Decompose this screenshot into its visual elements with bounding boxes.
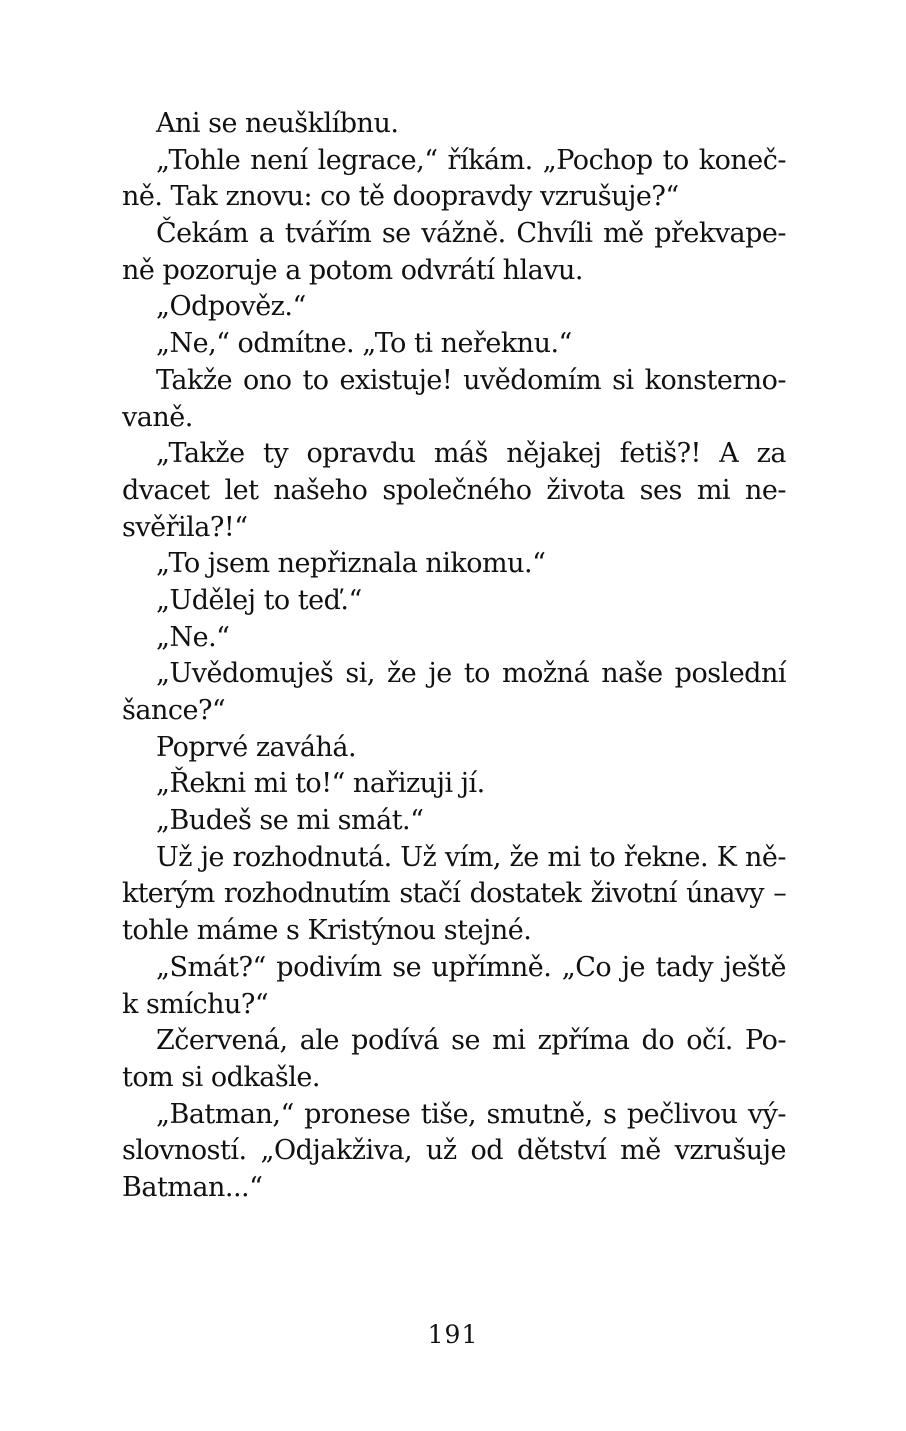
text-line: „Uvědomuješ si, že je to možná naše poslední — [156, 658, 786, 690]
text-line: „Ne.“ — [156, 621, 230, 653]
text-line: „Odpověz.“ — [156, 291, 306, 323]
text-line: Batman...“ — [122, 1171, 263, 1203]
text-line: „Smát?“ podivím se upřímně. „Co je tady ještě — [156, 951, 786, 983]
text-line: „Takže ty opravdu máš nějakej fetiš?! A za — [156, 438, 786, 470]
text-line: ně pozoruje a potom odvrátí hlavu. — [122, 254, 583, 286]
text-line: „Batman,“ pronese tiše, smutně, s pečlivou vý- — [156, 1098, 786, 1130]
text-line: Už je rozhodnutá. Už vím, že mi to řekne. K ně- — [156, 841, 786, 873]
text-line: šance?“ — [122, 695, 226, 726]
page-number: 191 — [427, 1320, 479, 1349]
text-line: kterým rozhodnutím stačí dostatek životní únavy – — [122, 878, 786, 910]
text-line: slovností. „Odjakživa, už od dětství mě vzrušuje — [122, 1135, 786, 1167]
text-line: Poprvé zaváhá. — [156, 731, 357, 763]
text-line: „Tohle není legrace,“ říkám. „Pochop to koneč- — [156, 144, 786, 176]
text-line: svěřila?!“ — [122, 511, 248, 543]
text-line: tom si odkašle. — [122, 1061, 320, 1093]
text-line: „Budeš se mi smát.“ — [156, 805, 424, 837]
text-line: Zčervená, ale podívá se mi zpříma do očí. Po- — [156, 1025, 786, 1057]
text-line: k smíchu?“ — [122, 988, 269, 1020]
body-text — [122, 106, 786, 1207]
text-line: dvacet let našeho společného života ses mi ne- — [122, 474, 786, 506]
text-line: tohle máme s Kristýnou stejné. — [122, 915, 532, 947]
text-line: ně. Tak znovu: co tě doopravdy vzrušuje?“ — [122, 181, 679, 213]
text-line: Ani se neušklíbnu. — [156, 108, 399, 139]
text-line: „Udělej to teď.“ — [156, 584, 362, 616]
text-line: Čekám a tvářím se vážně. Chvíli mě překvape- — [156, 218, 786, 250]
text-line: „Řekni mi to!“ nařizuji jí. — [156, 768, 485, 800]
text-line: Takže ono to existuje! uvědomím si konsterno- — [156, 364, 786, 396]
text-line: „To jsem nepřiznala nikomu.“ — [156, 548, 546, 580]
text-line: „Ne,“ odmítne. „To ti neřeknu.“ — [156, 328, 572, 360]
text-line: vaně. — [122, 401, 193, 433]
